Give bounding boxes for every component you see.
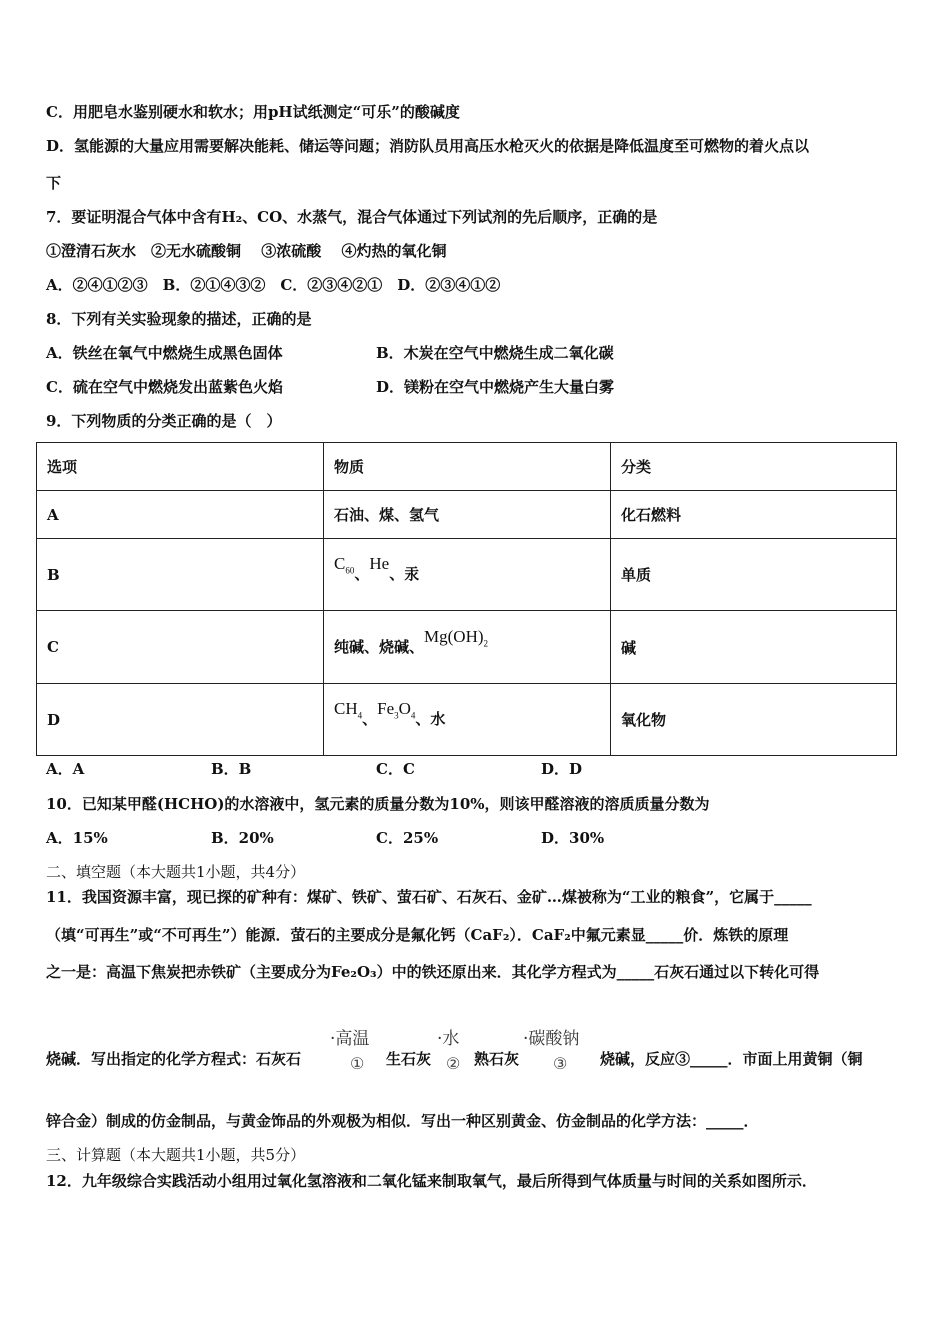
row-c-substance: 纯碱、烧碱、$Mg(OH)_2$ [324, 611, 611, 684]
q11-line1: 11．我国资源丰富，现已探的矿种有：煤矿、铁矿、萤石矿、石灰石、金矿…煤被称为“工业的粮食”，它属于_____ [46, 888, 812, 906]
row-d-substance: $CH_4$、$Fe_3O_4$、水 [324, 684, 611, 756]
q12-stem: 12．九年级综合实践活动小组用过氧化氢溶液和二氧化锰来制取氧气，最后所得到气体质量与时间的关系如图所示． [46, 1172, 817, 1190]
q9-option-b: B．B [211, 760, 252, 778]
row-b-category: 单质 [611, 539, 897, 611]
reaction-marker-3: ③ [553, 1054, 568, 1073]
q11-line4d: 烧碱，反应③_____．市面上用黄铜（铜 [600, 1050, 863, 1068]
section-2-heading: 二、填空题（本大题共1小题，共4分） [46, 863, 306, 881]
q10-stem: 10．已知某甲醛(HCHO)的水溶液中，氢元素的质量分数为10%，则该甲醛溶液的溶质质量分数为 [46, 795, 710, 813]
table-row [37, 491, 897, 539]
q6-option-c: C．用肥皂水鉴别硬水和软水；用pH试纸测定“可乐”的酸碱度 [46, 103, 460, 121]
condition-label-2: ·水 [437, 1029, 460, 1049]
q8-option-c: C．硫在空气中燃烧发出蓝紫色火焰 [46, 378, 283, 396]
q11-line4c: 熟石灰 [474, 1050, 520, 1068]
q9-option-c: C．C [376, 760, 415, 778]
row-d-option: D [37, 684, 324, 756]
row-b-option: B [37, 539, 324, 611]
q11-line4b: 生石灰 [386, 1050, 432, 1068]
table-row [37, 539, 897, 611]
header-option: 选项 [37, 443, 324, 491]
formula-fe3o4: $Fe_3O_4$ [377, 699, 416, 721]
header-substance: 物质 [324, 443, 611, 491]
q10-option-c: C．25% [376, 829, 439, 847]
q6-option-d-line2: 下 [46, 174, 62, 192]
section-3-heading: 三、计算题（本大题共1小题，共5分） [46, 1146, 306, 1164]
header-category: 分类 [611, 443, 897, 491]
table-row [37, 611, 897, 684]
row-a-category: 化石燃料 [611, 491, 897, 539]
condition-label-3: ·碳酸钠 [523, 1029, 580, 1049]
row-c-option: C [37, 611, 324, 684]
q9-option-d: D．D [541, 760, 583, 778]
q7-items: ①澄清石灰水 ②无水硫酸铜 ③浓硫酸 ④灼热的氧化铜 [46, 242, 447, 260]
q11-line3: 之一是：高温下焦炭把赤铁矿（主要成分为Fe₂O₃）中的铁还原出来．其化学方程式为_____石灰石通过以下转化可得 [46, 963, 820, 981]
q11-line2: （填“可再生”或“不可再生”）能源．萤石的主要成分是氟化钙（CaF₂）．CaF₂中氟元素显_____价．炼铁的原理 [46, 926, 789, 944]
classification-table [36, 442, 897, 756]
q8-option-d: D．镁粉在空气中燃烧产生大量白雾 [376, 378, 615, 396]
q11-line4a: 烧碱．写出指定的化学方程式：石灰石 [46, 1050, 302, 1068]
q8-stem: 8．下列有关实验现象的描述，正确的是 [46, 310, 312, 328]
formula-mgoh2: $Mg(OH)_2$ [424, 626, 489, 649]
row-b-substance: $C_{60}$、He、汞 [324, 539, 611, 611]
formula-ch4: $CH_4$ [334, 699, 363, 721]
arrow-dot-icon: · [330, 1029, 336, 1049]
q7-options: A．②④①②③ B．②①④③② C．②③④②① D．②③④①② [46, 276, 501, 294]
arrow-dot-icon: · [437, 1029, 443, 1049]
q10-option-d: D．30% [541, 829, 605, 847]
row-c-category: 碱 [611, 611, 897, 684]
table-header-row [37, 443, 897, 491]
q10-option-a: A．15% [46, 829, 108, 847]
formula-c60: $C_{60}$ [334, 554, 355, 576]
q9-stem: 9．下列物质的分类正确的是（ ） [46, 412, 282, 430]
q8-option-a: A．铁丝在氧气中燃烧生成黑色固体 [46, 344, 283, 362]
table-row [37, 684, 897, 756]
row-a-substance: 石油、煤、氢气 [324, 491, 611, 539]
reaction-marker-1: ① [350, 1054, 365, 1073]
reaction-marker-2: ② [446, 1054, 461, 1073]
condition-label-1: ·高温 [330, 1029, 370, 1049]
q7-stem: 7．要证明混合气体中含有H₂、CO、水蒸气，混合气体通过下列试剂的先后顺序，正确的是 [46, 208, 658, 226]
row-a-option: A [37, 491, 324, 539]
q9-option-a: A．A [46, 760, 85, 778]
q8-option-b: B．木炭在空气中燃烧生成二氧化碳 [376, 344, 614, 362]
q6-option-d-line1: D．氢能源的大量应用需要解决能耗、储运等问题；消防队员用高压水枪灭火的依据是降低温度至可燃物的着火点以 [46, 137, 810, 155]
formula-he: He [369, 554, 390, 574]
q10-option-b: B．20% [211, 829, 274, 847]
row-d-category: 氧化物 [611, 684, 897, 756]
arrow-dot-icon: · [523, 1029, 529, 1049]
q11-line5: 锌合金）制成的仿金制品，与黄金饰品的外观极为相似．写出一种区别黄金、仿金制品的化学方法：_____． [46, 1112, 759, 1130]
